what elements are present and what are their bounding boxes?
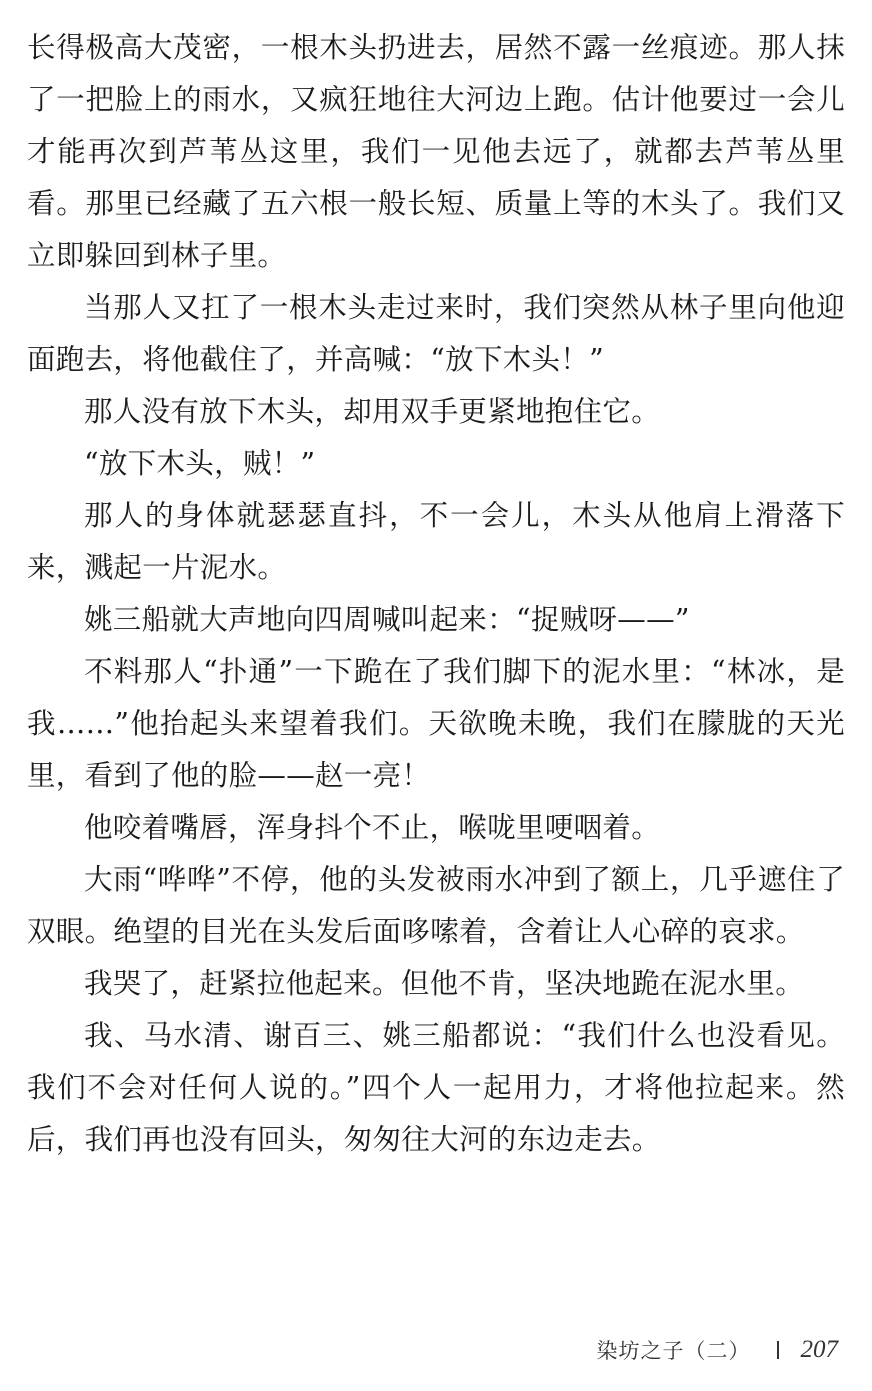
paragraph: 当那人又扛了一根木头走过来时，我们突然从林子里向他迎面跑去，将他截住了，并高喊：“放下木头！” <box>27 291 845 376</box>
paragraph: 不料那人“扑通”一下跪在了我们脚下的泥水里：“林冰，是我……”他抬起头来望着我们。天欲晚未晚，我们在朦胧的天光里，看到了他的脸——赵一亮！ <box>27 655 845 792</box>
paragraph: 姚三船就大声地向四周喊叫起来：“捉贼呀——” <box>84 603 690 636</box>
paragraph: “放下木头，贼！” <box>84 447 316 480</box>
page-body-text <box>27 22 845 1166</box>
paragraph-continuation: 长得极高大茂密，一根木头扔进去，居然不露一丝痕迹。那人抹了一把脸上的雨水，又疯狂地往大河边上跑。估计他要过一会儿才能再次到芦苇丛这里，我们一见他去远了，就都去芦苇丛里看。那里已经藏了五六根一般长短、质量上等的木头了。我们又立即躲回到林子里。 <box>27 31 845 272</box>
paragraph: 大雨“哗哗”不停，他的头发被雨水冲到了额上，几乎遮住了双眼。绝望的目光在头发后面哆嗦着，含着让人心碎的哀求。 <box>27 863 845 948</box>
paragraph: 那人没有放下木头，却用双手更紧地抱住它。 <box>84 395 661 428</box>
paragraph: 我哭了，赶紧拉他起来。但他不肯，坚决地跪在泥水里。 <box>84 967 805 1000</box>
paragraph: 我、马水清、谢百三、姚三船都说：“我们什么也没看见。我们不会对任何人说的。”四个人一起用力，才将他拉起来。然后，我们再也没有回头，匆匆往大河的东边走去。 <box>27 1019 845 1156</box>
paragraph: 那人的身体就瑟瑟直抖，不一会儿，木头从他肩上滑落下来，溅起一片泥水。 <box>27 499 845 584</box>
page-footer <box>597 1330 839 1370</box>
paragraph: 他咬着嘴唇，浑身抖个不止，喉咙里哽咽着。 <box>84 811 661 844</box>
footer-divider <box>777 1341 779 1359</box>
running-footer-title: 染坊之子（二） <box>596 1339 751 1363</box>
page-number: 207 <box>800 1336 838 1363</box>
